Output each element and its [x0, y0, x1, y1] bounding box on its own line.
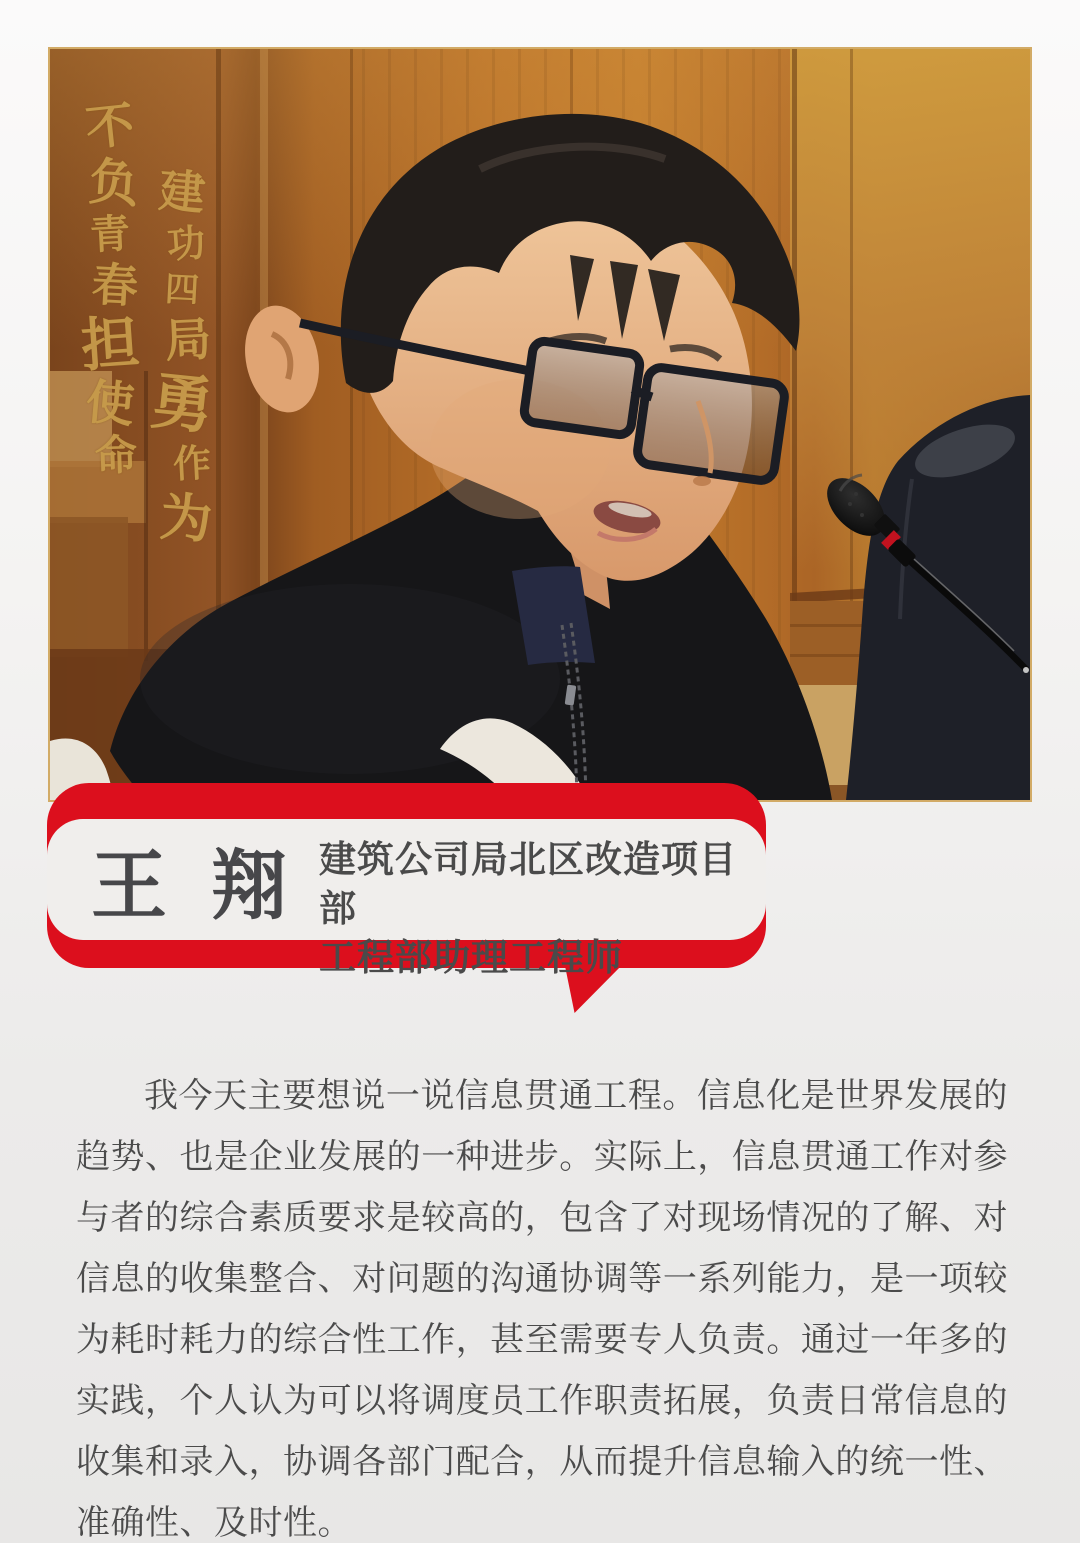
speaker-title [319, 835, 766, 982]
calligraphy-char: 春 [90, 257, 140, 314]
calligraphy-char: 局 [163, 311, 213, 368]
calligraphy-char: 作 [171, 439, 213, 487]
speaker-name-char: 王 [91, 841, 167, 930]
calligraphy-char: 勇 [147, 363, 217, 444]
speaker-photo [48, 47, 1032, 802]
calligraphy-char: 担 [78, 308, 142, 380]
calligraphy-char: 命 [94, 430, 138, 481]
calligraphy-char: 四 [163, 269, 201, 311]
speaker-name-char: 翔 [211, 841, 287, 930]
calligraphy-char: 建 [156, 163, 208, 221]
calligraphy-char: 使 [83, 374, 137, 434]
calligraphy-slogan-right [146, 163, 218, 552]
calligraphy-slogan-left [76, 96, 144, 481]
calligraphy-char: 不 [83, 96, 137, 158]
speaker-title-line: 建筑公司局北区改造项目部 [319, 839, 737, 929]
article-paragraph: 我今天主要想说一说信息贯通工程。信息化是世界发展的趋势、也是企业发展的一种进步。实际上，信息贯通工作对参与者的综合素质要求是较高的，包含了对现场情况的了解、对信息的收集整合、对问题的沟通协调等一系列能力，是一项较为耗时耗力的综合性工作，甚至需要专人负责。通过一年多的实践，个人认为可以将调度员工作职责拓展，负责日常信息的收集和录入，协调各部门配合，从而提升信息输入的统一性、准确性、及时性。 [76, 1077, 1008, 1542]
speaker-name [91, 819, 287, 940]
calligraphy-char: 功 [165, 219, 207, 267]
calligraphy-char: 负 [87, 151, 142, 214]
calligraphy-char: 青 [88, 209, 132, 260]
calligraphy-char: 为 [157, 486, 215, 552]
speaker-title-line: 工程部助理工程师 [319, 937, 623, 978]
speaker-card [47, 783, 766, 978]
